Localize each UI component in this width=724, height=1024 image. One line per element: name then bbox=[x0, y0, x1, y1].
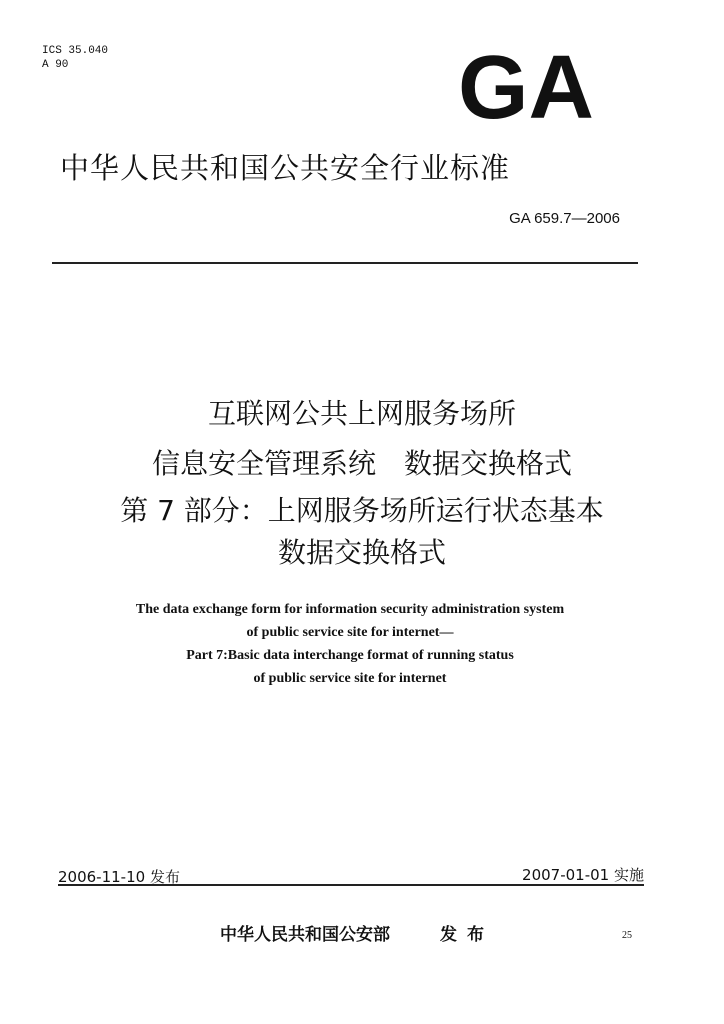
footer-divider bbox=[58, 884, 644, 886]
classification-codes bbox=[42, 44, 108, 72]
header-divider bbox=[52, 262, 638, 264]
english-title-line-3: Part 7:Basic data interchange format of running status bbox=[186, 648, 514, 663]
implementation-date: 2007-01-01 实施 bbox=[522, 866, 644, 884]
issue-date: 2006-11-10 发布 bbox=[58, 868, 180, 886]
english-title bbox=[0, 598, 700, 690]
chinese-title-line-4: 数据交换格式 bbox=[277, 536, 446, 569]
ics-code: ICS 35.040 bbox=[42, 45, 109, 57]
english-title-line-2: of public service site for internet— bbox=[246, 625, 454, 640]
standard-number: GA 659.7—2006 bbox=[509, 210, 620, 227]
english-title-line-1: The data exchange form for information security administration system bbox=[135, 602, 565, 617]
page-number: 25 bbox=[622, 930, 632, 941]
publish-label: 发布 bbox=[440, 925, 494, 945]
standard-category-title: 中华人民共和国公共安全行业标准 bbox=[60, 151, 511, 185]
ga-logo-text: GA bbox=[458, 46, 594, 122]
ga-logo bbox=[456, 46, 596, 122]
chinese-title-line-3: 第 7 部分：上网服务场所运行状态基本 bbox=[120, 494, 604, 527]
english-title-line-4: of public service site for internet bbox=[253, 671, 447, 686]
chinese-title-line-1: 互联网公共上网服务场所 bbox=[207, 397, 516, 430]
issuing-authority: 中华人民共和国公安部 bbox=[220, 925, 390, 945]
ccs-code: A 90 bbox=[42, 59, 69, 71]
chinese-title-line-2: 信息安全管理系统 数据交换格式 bbox=[151, 447, 572, 480]
